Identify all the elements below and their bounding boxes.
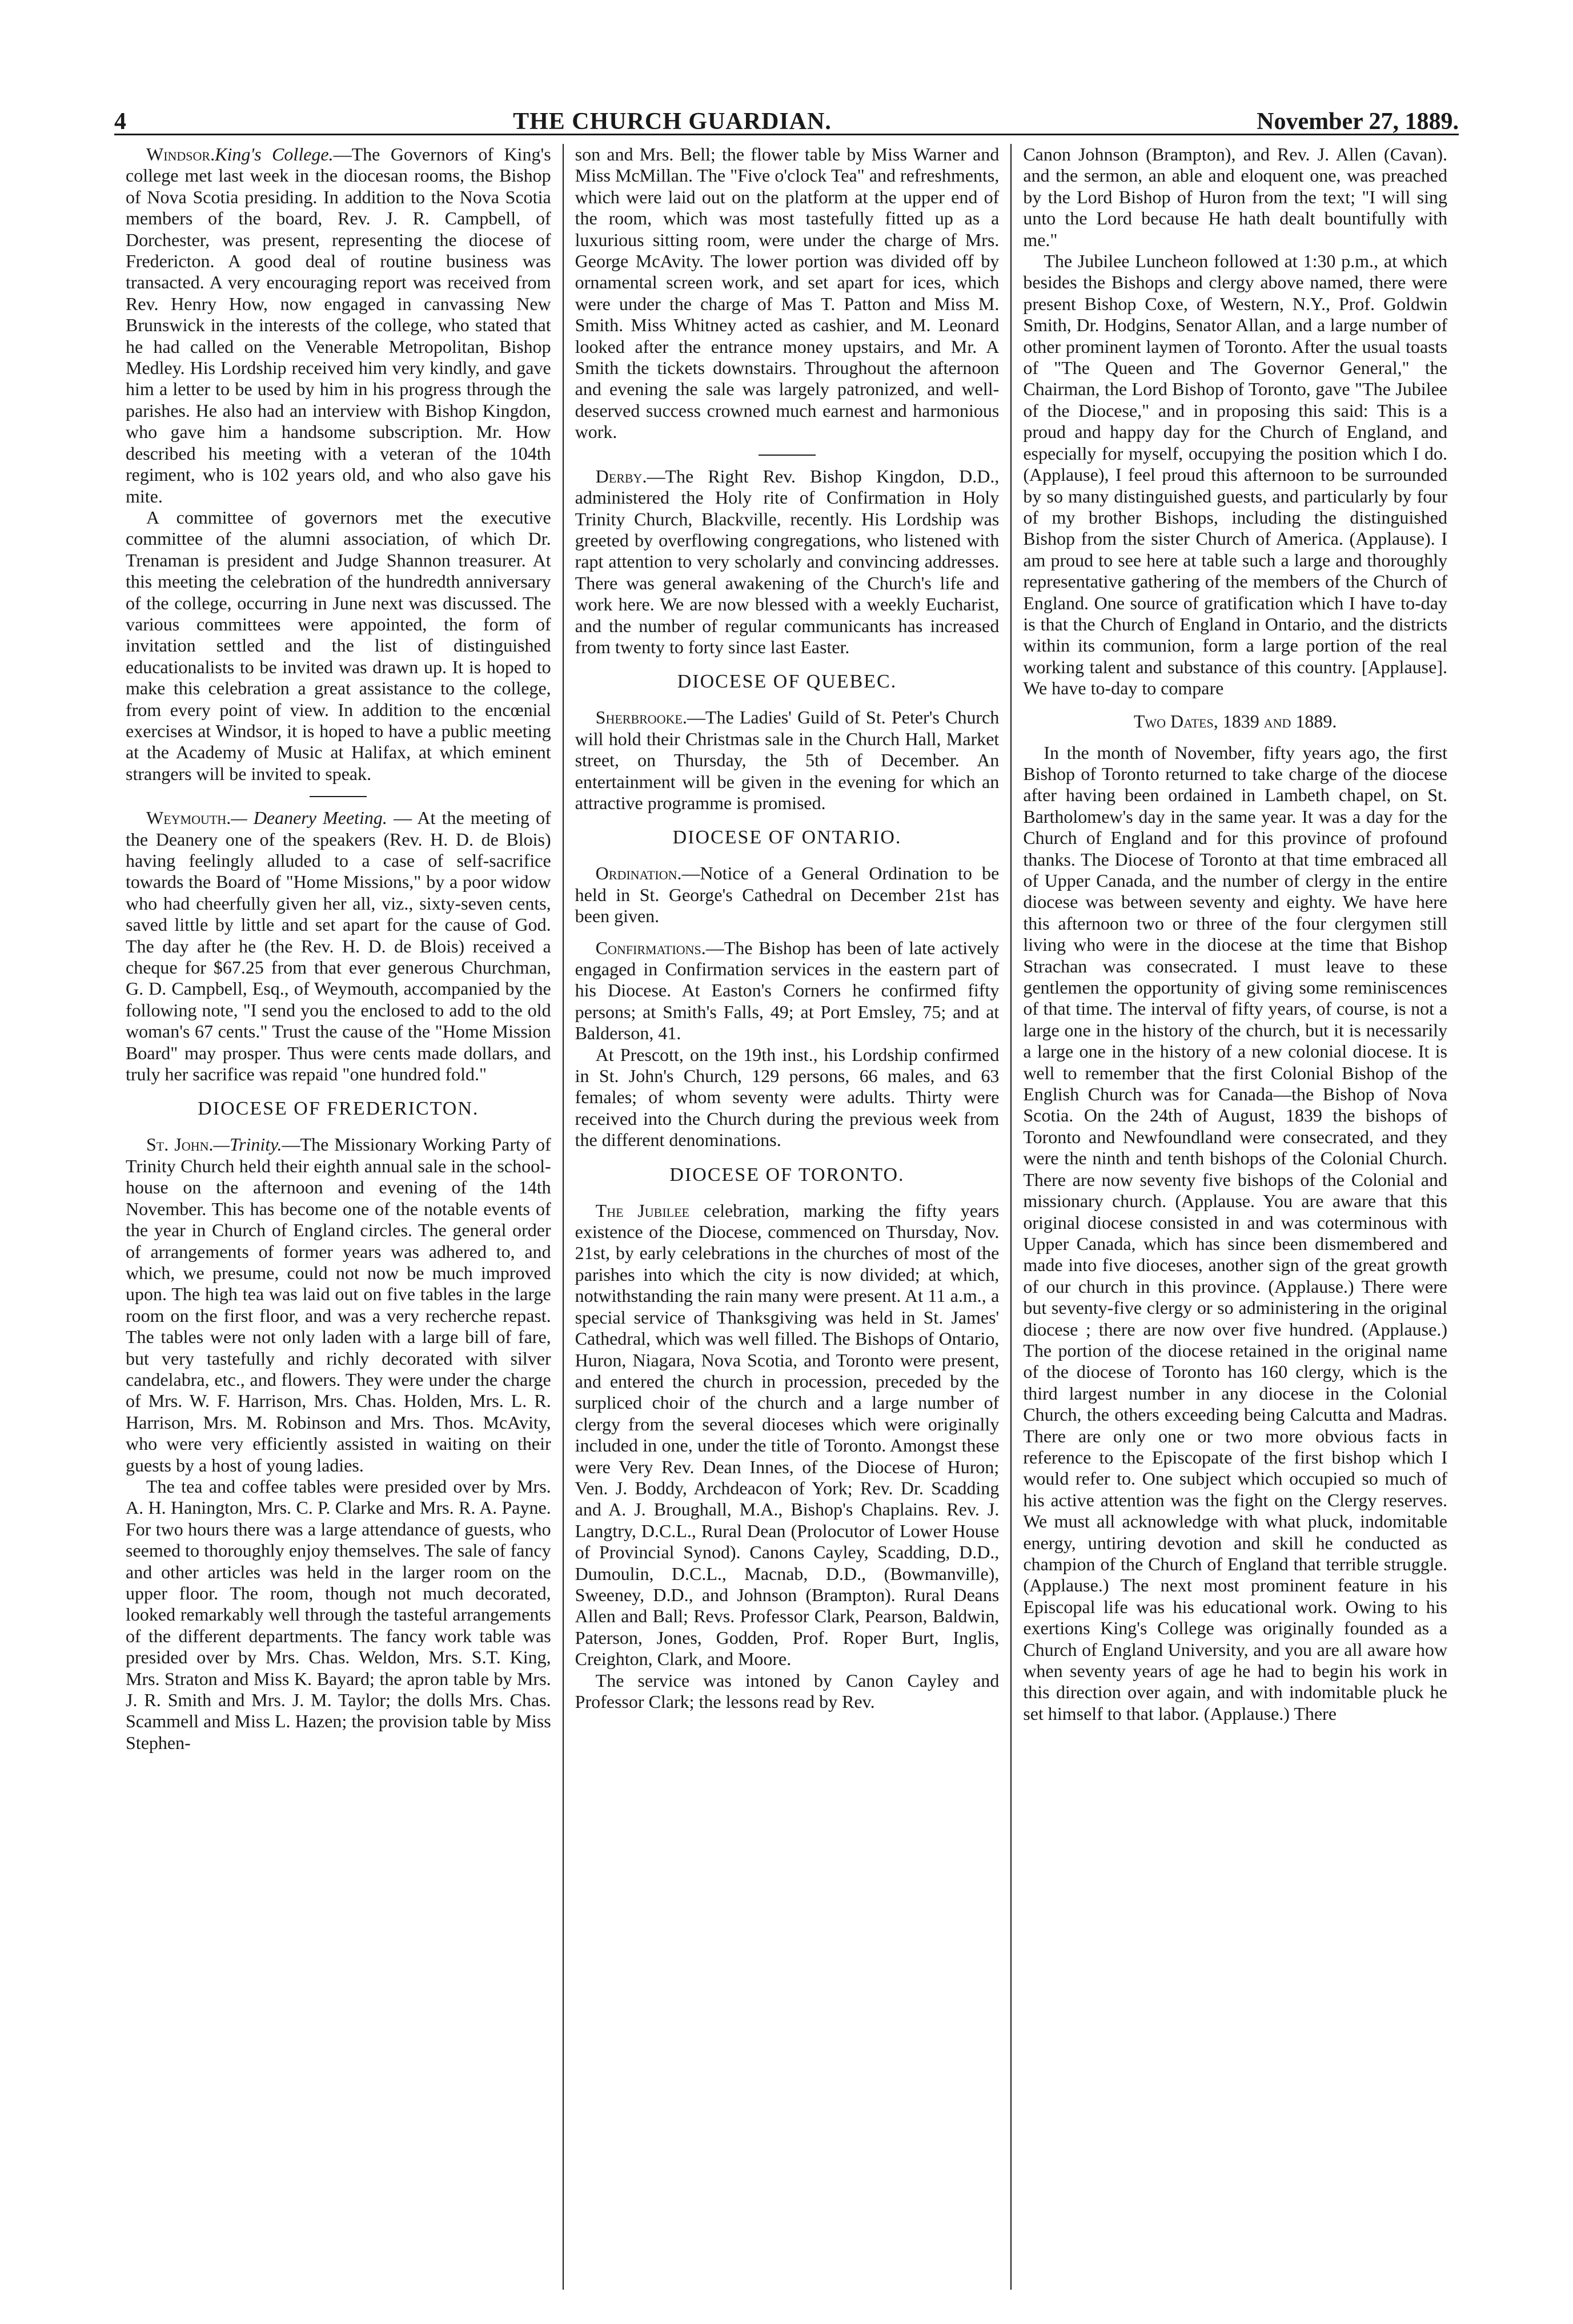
section-divider (310, 796, 367, 797)
article-text: —Notice of a General Ordination to be held in St. George's Cathedral on December 21st has been given. (575, 863, 1000, 927)
section-divider (759, 455, 816, 456)
page-number: 4 (114, 108, 126, 135)
article-paragraph: In the month of November, fifty years ago, the first Bishop of Toronto returned to take charge of the diocese after having been ordained in Lambeth chapel, on St. Bartholomew's day in the same year. It was a day for the Church of England and for this province of profound thanks. The Diocese of Toronto at that time embraced all of Upper Canada, and the number of clergy in the entire diocese was between seventy and eighty. We have here this afternoon two or three of the four clergymen still living who were in the diocese at the time that Bishop Strachan was consecrated. I must leave to these gentlemen the opportunity of giving some reminiscences of that time. The interval of fifty years, of course, is not a large one in the history of the church, but it is necessarily a large one in the history of a new colonial diocese. It is well to remember that the first Colonial Bishop of the English Church was for Canada—the Bishop of Nova Scotia. On the 24th of August, 1839 the bishops of Toronto and Newfoundland were consecrated, and they were the ninth and tenth bishops of the Colonial Church. There are now seventy five bishops of the Colonial and missionary church. (Applause. You are aware that this original diocese consisted in and was coterminous with Upper Canada, which has since been dismembered and made into five dioceses, another sign of the great growth of our church in this province. (Applause.) There were but seventy-five clergy or so administering in the original diocese ; there are now over five hundred. (Applause.) The portion of the diocese retained in the original name of the diocese of Toronto has 160 clergy, which is the third largest number in any diocese in the Colonial Church, the others exceeding being Calcutta and Madras. There are only one or two more obvious facts in reference to the Episcopate of the first bishop which I would refer to. One subject which occupied so much of his active attention was the fight on the Clergy reserves. We must all acknowledge with what pluck, indomitable energy, untiring devotion and skill he conducted as champion of the Church of England that terrible struggle. (Applause.) The next most prominent feature in his Episcopal life was his educational work. Owing to his exertions King's College was originally founded as a Church of England University, and you are all aware how when seventy years of age he had to begin his work in this direction over again, and with indomitable pluck he set himself to that labor. (Applause.) There (1023, 742, 1447, 1724)
masthead (114, 96, 1459, 135)
article-lead: The Jubilee (595, 1200, 689, 1221)
article-lead: Confirmations. (595, 937, 706, 958)
article-lead: Weymouth. (146, 807, 231, 829)
article-st-john (126, 1134, 551, 1476)
article-paragraph: The service was intoned by Canon Cayley and Professor Clark; the lessons read by Rev. (575, 1670, 1000, 1712)
article-derby (575, 466, 1000, 658)
article-subtitle: King's College. (215, 144, 334, 164)
article-paragraph: The tea and coffee tables were presided over by Mrs. A. H. Hanington, Mrs. C. P. Clarke and Mrs. R. A. Payne. For two hours there was a large attendance of guests, who seemed to thoroughly enjoy themselves. The sale of fancy and other articles was held in the larger room on the upper floor. The room, though not much decorated, looked remarkably well through the tasteful arrangements of the different departments. The fancy work table was presided over by Mrs. Chas. Weldon, Mrs. S.T. King, Mrs. Straton and Miss K. Bayard; the apron table by Mrs. J. R. Smith and Mrs. J. M. Taylor; the dolls Mrs. Chas. Scammell and Miss L. Hazen; the provision table by Miss Stephen- (126, 1475, 551, 1753)
article-subtitle: —Trinity. (213, 1134, 282, 1155)
article-paragraph: son and Mrs. Bell; the flower table by Miss Warner and Miss McMillan. The "Five o'clock Tea" and refreshments, which were laid out on the platform at the upper end of the room, which was most tastefully fitted up as a luxurious sitting room, were under the charge of Mrs. George McAvity. The lower portion was divided off by ornamental screen work, and set apart for ices, which were under the charge of Mas T. Patton and Miss M. Smith. Miss Whitney acted as cashier, and M. Leonard looked after the entrance money upstairs, and Mr. A Smith the tickets downstairs. Throughout the afternoon and evening the sale was largely patronized, and well-deserved success crowned much earnest and harmonious work. (575, 144, 1000, 443)
article-windsor (126, 144, 551, 507)
column-middle (563, 144, 1011, 2290)
article-lead: Windsor. (146, 144, 215, 164)
article-text: —The Bishop has been of late actively engaged in Confirmation services in the eastern part of his Diocese. At Easton's Corners he confirmed fifty persons; at Smith's Falls, 49; at Port Emsley, 75; and at Balderson, 41. (575, 937, 1000, 1044)
article-weymouth (126, 807, 551, 1085)
article-text: —The Right Rev. Bishop Kingdon, D.D., administered the Holy rite of Confirmation in Holy Trinity Church, Blackville, recently. His Lordship was greeted by overflowing congregations, who listened with rapt attention to very scholarly and convincing addresses. There was general awakening of the Church's life and work here. We are now blessed with a weekly Eucharist, and the number of regular communicants has increased from twenty to forty since last Easter. (575, 465, 1000, 657)
article-subtitle: — Deanery Meeting. (231, 807, 387, 829)
article-paragraph: Canon Johnson (Brampton), and Rev. J. Allen (Cavan). and the sermon, an able and eloquent one, was preached by the Lord Bishop of Huron from the text; "I will sing unto the Lord because He hath dealt bountifully with me." (1023, 144, 1447, 250)
section-heading: DIOCESE OF ONTARIO. (672, 827, 902, 849)
article-text: —The Governors of King's college met last week in the diocesan rooms, the Bishop of Nova Scotia presiding. In addition to the Nova Scotia members of the board, Rev. J. R. Campbell, of Dorchester, was present, representing the diocese of Fredericton. A good deal of routine business was transacted. A very encouraging report was received from Rev. Henry How, now engaged in canvassing New Brunswick in the interests of the college, who stated that he had called on the Venerable Metropolitan, Bishop Medley. His Lordship received him very kindly, and gave him a letter to be used by him in his progress through the parishes. He also had an interview with Bishop Kingdon, who gave him a handsome subscription. Mr. How described his meeting with a veteran of the 104th regiment, who is 102 years old, and who also gave his mite. (126, 144, 551, 506)
article-lead: Derby. (595, 465, 647, 486)
article-text: — At the meeting of the Deanery one of the speakers (Rev. H. D. de Blois) having feelingly alluded to a case of self-sacrifice towards the Board of "Home Missions," by a poor widow who had cheerfully given her all, viz., sixty-seven cents, saved little by little and set apart for the cause of God. The day after he (the Rev. H. D. de Blois) received a cheque for $67.25 from that ever generous Churchman, G. D. Campbell, Esq., of Weymouth, accompanied by the following note, "I send you the enclosed to add to the old woman's 67 cents." Trust the cause of the "Home Mission Board" may prosper. Thus were cents made dollars, and truly her sacrifice was repaid "one hundred fold." (126, 807, 551, 1085)
article-paragraph: The Jubilee Luncheon followed at 1:30 p.m., at which besides the Bishops and clergy above named, there were present Bishop Coxe, of Western, N.Y., Prof. Goldwin Smith, Dr. Hodgins, Senator Allan, and a large number of other prominent laymen of Toronto. After the usual toasts of "The Queen and The Governor General," the Chairman, the Lord Bishop of Toronto, gave "The Jubilee of the Diocese," and in proposing this said: This is a proud and happy day for the Church of England, and especially for myself, occupying the position which I do. (Applause), I feel proud this afternoon to be surrounded by so many distinguished guests, and particularly by four of my brother Bishops, including the distinguished Bishop from the sister Church of America. (Applause). I am proud to see here at table such a large and thoroughly representative gathering of the members of the Church of England. One source of gratification which I have to-day is that the Church of England in Ontario, and the districts within its communion, form a large portion of the real working talent and substance of this country. [Applause]. We have to-day to compare (1023, 251, 1447, 699)
article-lead: St. John. (146, 1134, 214, 1155)
article-paragraph: A committee of governors met the executive committee of the alumni association, of which Dr. Trenaman is president and Judge Shannon treasurer. At this meeting the celebration of the hundredth anniversary of the college, occurring in June next was discussed. The various committees were appointed, the form of invitation settled and the list of distinguished educationalists to be invited was drawn up. It is hoped to make this celebration a great assistance to the college, from every point of view. In addition to the encœnial exercises at Windsor, it is hoped to have a public meeting at the Academy of Music at Halifax, at which eminent strangers will be invited to speak. (126, 506, 551, 784)
article-sherbrooke (575, 707, 1000, 814)
article-ordination (575, 863, 1000, 927)
article-confirmations (575, 938, 1000, 1044)
section-heading: DIOCESE OF FREDERICTON. (198, 1098, 479, 1120)
issue-date: November 27, 1889. (1257, 108, 1459, 135)
section-heading: DIOCESE OF QUEBEC. (677, 671, 897, 693)
article-text: celebration, marking the fifty years existence of the Diocese, commenced on Thursday, Nov. 21st, by early celebrations in the churches of most of the parishes into which the city is now divided; at which, notwithstanding the rain many were present. At 11 a.m., a special service of Thanksgiving was held in St. James' Cathedral, which was well filled. The Bishops of Ontario, Huron, Niagara, Nova Scotia, and Toronto were present, and entered the church in procession, preceded by the surpliced choir of the church and a large number of clergy from the several dioceses which were originally included in one, under the title of Toronto. Amongst these were Very Rev. Dean Innes, of the Diocese of Huron; Ven. J. Boddy, Archdeacon of York; Rev. Dr. Scadding and A. J. Broughall, M.A., Bishop's Chaplains. Rev. J. Langtry, D.C.L., Rural Dean (Prolocutor of Lower House of Provincial Synod). Canons Cayley, Scadding, D.D., Dumoulin, D.C.L., Macnab, D.D., (Bowmanville), Sweeney, D.D., and Johnson (Brampton). Rural Deans Allen and Ball; Revs. Professor Clark, Pearson, Baldwin, Paterson, Jones, Godden, Prof. Roper Burt, Inglis, Creighton, Clark, and Moore. (575, 1200, 1000, 1670)
column-left (114, 144, 563, 2290)
section-heading: DIOCESE OF TORONTO. (669, 1164, 905, 1185)
newspaper-title: THE CHURCH GUARDIAN. (513, 108, 832, 135)
article-lead: Ordination. (595, 863, 682, 884)
column-right (1010, 144, 1459, 2290)
article-text: —The Ladies' Guild of St. Peter's Church will hold their Christmas sale in the Church Hall, Market street, on Thursday, the 5th of December. An entertainment will be given in the evening for which an attractive programme is promised. (575, 707, 1000, 813)
article-jubilee (575, 1200, 1000, 1670)
section-subheading: Two Dates, 1839 and 1889. (1133, 710, 1337, 731)
article-text: —The Missionary Working Party of Trinity Church held their eighth annual sale in the school-house on the afternoon and evening of the 14th November. This has become one of the notable events of the year in Church of England circles. The general order of arrangements of former years was adhered to, and which, we presume, could not now be much improved upon. The high tea was laid out on five tables in the large room on the first floor, and was a very recherche repast. The tables were not only laden with a large bill of fare, but very tastefully and richly decorated with silver candelabra, etc., and flowers. They were under the charge of Mrs. W. F. Harrison, Mrs. Chas. Holden, Mrs. L. R. Harrison, Mrs. M. Robinson and Mrs. Thos. McAvity, who were very efficiently assisted in waiting on their guests by a host of young ladies. (126, 1134, 551, 1475)
article-paragraph: At Prescott, on the 19th inst., his Lordship confirmed in St. John's Church, 129 persons, 66 males, and 63 females; of whom seventy were adults. Thirty were received into the Church during the previous week from the different denominations. (575, 1044, 1000, 1151)
article-lead: Sherbrooke. (595, 707, 687, 728)
article-columns (114, 144, 1459, 2290)
